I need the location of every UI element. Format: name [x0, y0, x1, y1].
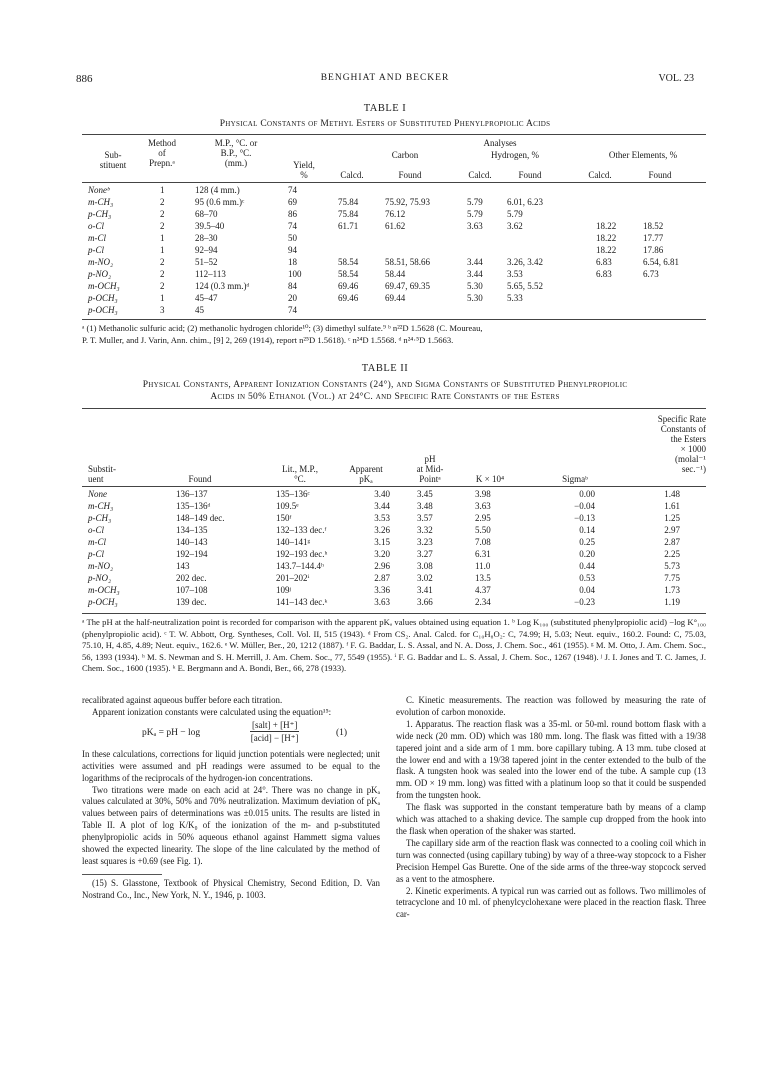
equation-lhs: pKₐ = pH − log: [142, 727, 201, 738]
table1-cell: 2: [160, 281, 165, 291]
header-analyses: Analyses: [483, 138, 517, 148]
table1-cell: 3.44: [467, 257, 483, 267]
left-column: [82, 695, 380, 902]
table1-cell: 6.83: [596, 269, 612, 279]
table2-cell: 3.23: [417, 537, 433, 547]
table2-cell: 3.98: [475, 489, 491, 499]
table1-cell: 84: [288, 281, 297, 291]
table1-cell: 20: [288, 293, 297, 303]
table1-cell: 5.79: [467, 197, 483, 207]
table2-cell: 0.53: [579, 573, 595, 583]
table2-cell: 0.00: [579, 489, 595, 499]
table2-top-rule: [82, 408, 706, 409]
table1-cell: 74: [288, 221, 297, 231]
table2-cell: 134–135: [176, 525, 208, 535]
paragraph: Apparent ionization constants were calculated using the equation¹⁵:: [92, 706, 332, 717]
table2-cell: 135–136ᵈ: [176, 501, 211, 511]
table2-cell: 0.04: [579, 585, 595, 595]
table2-cell: 2.87: [664, 537, 680, 547]
table2-cell: 3.27: [417, 549, 433, 559]
table2-cell: 136–137: [176, 489, 208, 499]
table1-cell: 2: [160, 269, 165, 279]
table1-cell: 58.44: [385, 269, 406, 279]
table2-cell: 3.41: [417, 585, 433, 595]
table2-cell: 192–193 dec.ʰ: [276, 549, 328, 559]
table1-cell: 50: [288, 233, 297, 243]
table2-label: TABLE II: [361, 363, 409, 374]
paragraph: The capillary side arm of the reaction flask was connected to a cooling coil which in turn was connected (using capillary tubing) by way of a three-way stopcock to a Fisher Precision Hempel Gas Burette. One of the side arms of the three-way stopcock served as a vent to the atmosphere.: [396, 837, 706, 884]
table1-cell: 124 (0.3 mm.)ᵈ: [195, 281, 250, 291]
table1-cell: m-OCH₃: [88, 281, 120, 291]
table1-cell: 128 (4 mm.): [195, 185, 240, 195]
table1-cell: 45: [195, 305, 204, 315]
table2-caption-line1: Physical Constants, Apparent Ionization Constants (24°), and Sigma Constants of Substituted Phenylpropiolic: [142, 380, 628, 390]
table1-cell: 18.22: [596, 233, 617, 243]
table2-cell: −0.23: [574, 597, 595, 607]
table1-cell: 3.53: [507, 269, 523, 279]
table1-cell: m-CH₃: [88, 197, 114, 207]
header-found: Found: [648, 170, 672, 180]
table2-cell: 3.32: [417, 525, 433, 535]
table1-cell: 92–94: [195, 245, 218, 255]
table2-cell: 150ᶠ: [276, 513, 292, 523]
volume-number: VOL. 23: [658, 73, 694, 84]
paragraph: C. Kinetic measurements. The reaction was followed by measuring the rate of evolution of carbon monoxide.: [396, 695, 706, 717]
table2-cell: p-NO₂: [88, 573, 112, 583]
table2-cell: 3.20: [374, 549, 390, 559]
table1-cell: 75.92, 75.93: [385, 197, 430, 207]
table1-cell: 69: [288, 197, 297, 207]
table2-cell: 7.75: [664, 573, 680, 583]
table1-cell: p-OCH₃: [88, 305, 118, 315]
paragraph: 1. Apparatus. The reaction flask was a 35-ml. or 50-ml. round bottom flask with a wide neck (20 mm. OD) which was 180 mm. long. The flask was fitted with a 19/38 tapered joint and a side arm of 1 mm. bore capillary tubing. A 13 mm. tube closed at the lower end and with a 19/38 tapered joint in the center extended to the bulb of the flask. A tungsten hook was sealed into the lower end of the tube. A sample cup (13 mm. OD × 19 mm. long) was fitted with a platinum loop so that it could be suspended from the tungsten hook.: [396, 718, 706, 801]
table1-cell: 18.22: [596, 245, 617, 255]
table1-cell: 51–52: [195, 257, 218, 267]
table1-cell: 6.54, 6.81: [643, 257, 679, 267]
table2-cell: 13.5: [475, 573, 491, 583]
table1-cell: p-CH₃: [88, 209, 112, 219]
equation-numerator: [salt] + [H⁺]: [252, 719, 298, 730]
table2-cell: 1.61: [664, 501, 680, 511]
table2-cell: 2.96: [374, 561, 390, 571]
table1-cell: 5.79: [467, 209, 483, 219]
table1-cell: 100: [288, 269, 302, 279]
table2-cell: m-NO₂: [88, 561, 114, 571]
table1-cell: 3.44: [467, 269, 483, 279]
table1-cell: 18.52: [643, 221, 664, 231]
table2-cell: 3.44: [374, 501, 390, 511]
table1-bottom-rule: [82, 319, 706, 320]
table2-cell: 3.57: [417, 513, 433, 523]
table2-cell: 140–141ᵍ: [276, 537, 311, 547]
header-lit-mp: Lit., M.P., °C.: [281, 464, 318, 484]
table2-cell: 3.15: [374, 537, 390, 547]
table2-footnote: ᵃ The pH at the half-neutralization point is recorded for comparison with the apparent pKₐ values obtained using equation 1. ᵇ Log K₁₀₀ (substituted phenylpropiolic acid) −log K°₁₀₀ (phenylpropiolic acid). ᶜ T. W. Abbott, Org. Syntheses, Coll. Vol. II, 515 (1943). ᵈ From CS₂. Anal. Calcd. for C₁₀H₈O₂: C, 74.99; H, 5.03; Neut. equiv., 160.2. Found: C, 75.03, 75.10, H, 4.85, 4.89; Neut. equiv., 162.6. ᵉ W. Müller, Ber., 20, 1212 (1887). ᶠ F. G. Baddar, L. S. Assal, and N. A. Doss, J. Chem. Soc., 461 (1955). ᵍ M. M. Otto, J. Am. Chem. Soc., 56, 1393 (1934). ʰ M. S. Newman and S. H. Merrill, J. Am. Chem. Soc., 77, 5549 (1955). ⁱ F. G. Baddar and L. S. Assal, J. Chem. Soc., 1267 (1948). ʲ J. I. Jones and T. C. James, J. Chem. Soc., 1600 (1935). ᵏ E. Bergmann and A. Bondi, Ber., 66, 278 (1933).: [82, 617, 706, 674]
equation-number: (1): [336, 727, 348, 738]
table1-cell: 69.47, 69.35: [385, 281, 430, 291]
table1-cell: 58.51, 58.66: [385, 257, 430, 267]
paragraph: In these calculations, corrections for liquid junction potentials were neglected; unit activities were assumed and pH readings were assumed to be equal to the logarithms of the reciprocals of the hydrogen-ion concentrations.: [82, 748, 380, 783]
header-found: Found: [518, 170, 542, 180]
table1-cell: 6.83: [596, 257, 612, 267]
table1-cell: 18.22: [596, 221, 617, 231]
table2-cell: 143: [176, 561, 190, 571]
table2-cell: −0.04: [574, 501, 595, 511]
table1-cell: 1: [160, 185, 165, 195]
table1-cell: 5.33: [507, 293, 523, 303]
table2-cell: 3.26: [374, 525, 390, 535]
table1-cell: p-OCH₃: [88, 293, 118, 303]
table2-cell: p-OCH₃: [88, 597, 118, 607]
table2-cell: 140–143: [176, 537, 208, 547]
table2-cell: 1.25: [664, 513, 680, 523]
table1-cell: 5.65, 5.52: [507, 281, 543, 291]
running-header: [76, 73, 694, 87]
table2-cell: 1.48: [664, 489, 680, 499]
table1-cell: Noneᵇ: [88, 185, 110, 195]
table2-cell: 3.36: [374, 585, 390, 595]
table2-cell: 5.50: [475, 525, 491, 535]
table1-cell: 2: [160, 197, 165, 207]
paragraph: 2. Kinetic experiments. A typical run was carried out as follows. Two millimoles of tetracyclone and 10 ml. of phenylcyclohexane were placed in the reaction flask. Three car-: [396, 885, 706, 920]
header-mp: M.P., °C. or B.P., °C. (mm.): [214, 138, 258, 168]
table1-cell: 5.79: [507, 209, 523, 219]
table2-cell: 132–133 dec.ᶠ: [276, 525, 327, 535]
table2-cell: 0.14: [579, 525, 595, 535]
header-found: Found: [398, 170, 422, 180]
header-calcd: Calcd.: [468, 170, 492, 180]
table1-cell: 5.30: [467, 293, 483, 303]
table1-cell: 3.26, 3.42: [507, 257, 543, 267]
header-yield: Yield, %: [293, 160, 315, 180]
table2-cell: 202 dec.: [176, 573, 207, 583]
equation-denominator: [acid] − [H⁺]: [250, 732, 299, 743]
table1-top-rule: [82, 134, 706, 135]
header-ph-midpoint: pH at Mid- Pointᵃ: [416, 454, 444, 484]
table1-cell: m-NO₂: [88, 257, 114, 267]
table1-cell: 58.54: [338, 257, 359, 267]
equation-1: [82, 719, 380, 749]
table2-cell: m-Cl: [88, 537, 106, 547]
table1-cell: 5.30: [467, 281, 483, 291]
footnote-rule: [82, 874, 162, 875]
table2-cell: o-Cl: [88, 525, 105, 535]
table1-cell: 17.86: [643, 245, 664, 255]
table2-header-rule: [82, 486, 706, 487]
table1-cell: 61.62: [385, 221, 406, 231]
header-other: Other Elements, %: [608, 150, 678, 160]
table2-cell: 109.5ᵉ: [276, 501, 299, 511]
table1-cell: 1: [160, 233, 165, 243]
table1-cell: 1: [160, 293, 165, 303]
table1-cell: 39.5–40: [195, 221, 225, 231]
table1-header-rule: [82, 182, 706, 183]
table2-cell: 135–136ᶜ: [276, 489, 310, 499]
header-sigma: Sigmaᵇ: [562, 474, 588, 484]
table1-cell: 74: [288, 305, 297, 315]
header-k: K × 10⁴: [475, 474, 505, 484]
running-title: BENGHIAT AND BECKER: [320, 73, 450, 83]
header-method: Method of Prepn.ᵃ: [148, 138, 176, 168]
header-substituent: Sub- stituent: [99, 150, 127, 170]
table2-cell: 4.37: [475, 585, 491, 595]
table2-cell: 3.66: [417, 597, 433, 607]
header-calcd: Calcd.: [340, 170, 364, 180]
table2-cell: 107–108: [176, 585, 208, 595]
table2-cell: 3.02: [417, 573, 433, 583]
paragraph: The flask was supported in the constant temperature bath by means of a clamp which was attached to a shaking device. The sample cup dropped from the hook into the flask when operation of the shaker was started.: [396, 802, 706, 836]
table2-cell: 2.95: [475, 513, 491, 523]
table2-cell: 1.73: [664, 585, 680, 595]
table1-cell: 3: [160, 305, 165, 315]
table2-cell: 3.45: [417, 489, 433, 499]
table2-cell: p-CH₃: [88, 513, 112, 523]
table2-cell: 143.7–144.4ʰ: [276, 561, 324, 571]
table1-cell: 61.71: [338, 221, 359, 231]
header-rate-constant: Specific Rate Constants of the Esters × 1000 (molal⁻¹ sec.⁻¹): [657, 414, 706, 474]
table2-cell: 5.73: [664, 561, 680, 571]
right-column: [396, 695, 706, 921]
table2-caption-line2: Acids in 50% Ethanol (Vol.) at 24°C. and Specific Rate Constants of the Esters: [210, 392, 560, 402]
header-hydrogen: Hydrogen, %: [491, 150, 539, 160]
reference-15: (15) S. Glasstone, Textbook of Physical Chemistry, Second Edition, D. Van Nostrand Co., Inc., New York, N. Y., 1946, p. 1003.: [82, 877, 380, 900]
table1-cell: 75.84: [338, 209, 359, 219]
table1-cell: 69.46: [338, 281, 359, 291]
table1-cell: 112–113: [195, 269, 226, 279]
table2-cell: 3.63: [475, 501, 491, 511]
table2-cell: −0.13: [574, 513, 595, 523]
table1-cell: 2: [160, 209, 165, 219]
paragraph: Two titrations were made on each acid at 24°. There was no change in pKₐ values calculated at 30%, 50% and 70% neutralization. Maximum deviation of pKₐ values between pairs of determinations was ±0.015 units. The results are listed in Table II. A plot of log K/K₀ of the ionization of the m- and p-substituted phenylpropiolic acids in 50% aqueous ethanol against Hammett sigma values showed the expected linearity. The slope of the line calculated by the method of least squares is +0.69 (see Fig. 1).: [82, 784, 380, 866]
table2-cell: 2.25: [664, 549, 680, 559]
table2-cell: 3.08: [417, 561, 433, 571]
table2-cell: 192–194: [176, 549, 208, 559]
table2-cell: 0.20: [579, 549, 595, 559]
table2-cell: m-CH₃: [88, 501, 114, 511]
table1-cell: 94: [288, 245, 297, 255]
table1-cell: 68–70: [195, 209, 218, 219]
table1-cell: p-NO₂: [88, 269, 112, 279]
header-calcd: Calcd.: [588, 170, 612, 180]
table1-footnote-line1: ᵃ (1) Methanolic sulfuric acid; (2) methanolic hydrogen chloride¹⁰; (3) dimethyl sulfate.⁹ ᵇ n²²D 1.5628 (C. Moureau,: [82, 323, 483, 333]
table2-cell: 139 dec.: [176, 597, 207, 607]
table2-cell: 2.87: [374, 573, 390, 583]
table2-cell: p-Cl: [88, 549, 105, 559]
table2-cell: 11.0: [475, 561, 491, 571]
equation-fraction: [250, 719, 299, 744]
table2-cell: None: [88, 489, 107, 499]
table1-cell: 3.63: [467, 221, 483, 231]
table1-cell: 28–30: [195, 233, 218, 243]
table2-cell: 109ʲ: [276, 585, 291, 595]
header-substituent: Substit- uent: [88, 464, 117, 484]
header-apparent-pka: Apparent pKₐ: [349, 464, 383, 484]
table1-cell: 17.77: [643, 233, 664, 243]
table1-caption: Physical Constants of Methyl Esters of Substituted Phenylpropiolic Acids: [219, 119, 551, 129]
table2-bottom-rule: [82, 613, 706, 614]
paragraph: recalibrated against aqueous buffer before each titration.: [82, 695, 283, 705]
table1-cell: 69.44: [385, 293, 406, 303]
table2-cell: 3.48: [417, 501, 433, 511]
table1-cell: 2: [160, 221, 165, 231]
table1-cell: 86: [288, 209, 297, 219]
table2-cell: 1.19: [664, 597, 680, 607]
table2-cell: 0.44: [579, 561, 595, 571]
table1-cell: m-Cl: [88, 233, 106, 243]
table2-cell: 2.97: [664, 525, 680, 535]
page-number: 886: [76, 73, 93, 85]
table1-cell: o-Cl: [88, 221, 105, 231]
table2-cell: 6.31: [475, 549, 491, 559]
table2-cell: 148–149 dec.: [176, 513, 225, 523]
table1-cell: 1: [160, 245, 165, 255]
table1-label: TABLE I: [363, 103, 407, 114]
table1-cell: 6.73: [643, 269, 659, 279]
table2-cell: 141–143 dec.ᵏ: [276, 597, 328, 607]
table2-cell: 3.53: [374, 513, 390, 523]
table1-cell: 3.62: [507, 221, 523, 231]
table1-cell: 74: [288, 185, 297, 195]
table1-cell: 76.12: [385, 209, 406, 219]
table2-cell: m-OCH₃: [88, 585, 120, 595]
table1-cell: 45–47: [195, 293, 218, 303]
table1-cell: 58.54: [338, 269, 359, 279]
table2-cell: 7.08: [475, 537, 491, 547]
table1-footnote-line2: P. T. Muller, and J. Varin, Ann. chim., [9] 2, 269 (1914), report n²⁵D 1.5618). ᶜ n²⁴D 1.5568. ᵈ n²⁴·⁵D 1.5663.: [82, 335, 454, 345]
header-found: Found: [188, 474, 212, 484]
header-carbon: Carbon: [391, 150, 419, 160]
table2-cell: 2.34: [475, 597, 491, 607]
table1-cell: 69.46: [338, 293, 359, 303]
table2-cell: 201–202ⁱ: [276, 573, 310, 583]
table1-cell: 6.01, 6.23: [507, 197, 543, 207]
table2-cell: 3.40: [374, 489, 390, 499]
table2-cell: 0.25: [579, 537, 595, 547]
table1-cell: p-Cl: [88, 245, 105, 255]
table1-cell: 2: [160, 257, 165, 267]
table1-cell: 75.84: [338, 197, 359, 207]
table1-cell: 18: [288, 257, 297, 267]
table1-cell: 95 (0.6 mm.)ᶜ: [195, 197, 245, 207]
table2-cell: 3.63: [374, 597, 390, 607]
